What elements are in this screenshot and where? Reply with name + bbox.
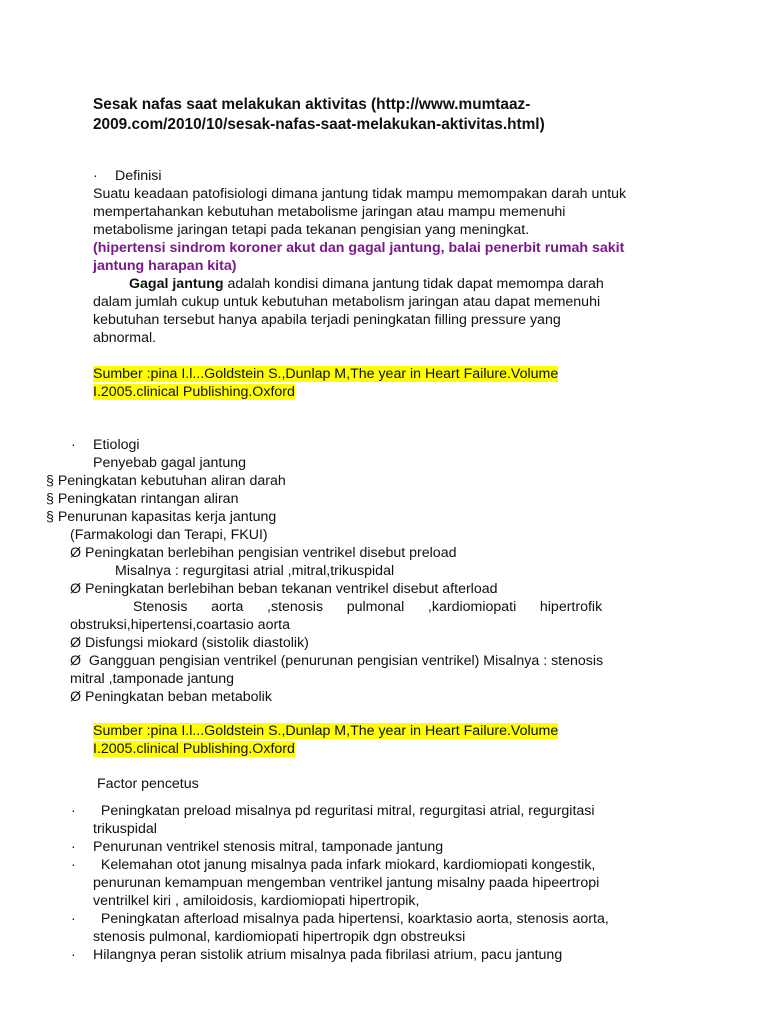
sumber-line: Sumber :pina I.l...Goldstein S.,Dunlap M,The year in Heart Failure.Volume bbox=[93, 723, 559, 739]
etiologi-sub: Penyebab gagal jantung bbox=[93, 455, 247, 471]
definisi-heading: · Definisi bbox=[93, 168, 162, 184]
list-item-sub: mitral ,tamponade jantung bbox=[70, 671, 235, 687]
gagal-jantung-line: dalam jumlah cukup untuk kebutuhan metabolism jaringan atau dapat memenuhi bbox=[93, 294, 601, 310]
sumber-block-1 bbox=[93, 365, 558, 401]
definisi-line: Suatu keadaan patofisiologi dimana jantung tidak mampu memompakan darah untuk bbox=[93, 186, 627, 202]
gagal-jantung-line: kebutuhan tersebut hanya apabila terjadi peningkatan filling pressure yang bbox=[93, 312, 561, 328]
list-item: § Peningkatan kebutuhan aliran darah bbox=[46, 473, 286, 489]
sumber-line: I.2005.clinical Publishing.Oxford bbox=[93, 741, 295, 757]
list-item: · Kelemahan otot janung misalnya pada infark miokard, kardiomiopati kongestik, bbox=[71, 857, 596, 873]
definisi-reference: jantung harapan kita) bbox=[93, 258, 237, 274]
sumber-line: I.2005.clinical Publishing.Oxford bbox=[93, 384, 295, 400]
list-item: Ø Peningkatan beban metabolik bbox=[70, 689, 272, 705]
etiologi-heading: · Etiologi bbox=[71, 437, 140, 453]
list-item: Ø Disfungsi miokard (sistolik diastolik) bbox=[70, 635, 309, 651]
definisi-line: metabolisme jaringan tetapi pada tekanan pengisian yang meningkat. bbox=[93, 222, 530, 238]
definisi-line: mempertahankan kebutuhan metabolisme jaringan atau mampu memenuhi bbox=[93, 204, 566, 220]
definisi-reference: (hipertensi sindrom koroner akut dan gagal jantung, balai penerbit rumah sakit bbox=[93, 240, 625, 256]
gagal-jantung-paragraph: Gagal jantung adalah kondisi dimana jantung tidak dapat memompa darah bbox=[129, 276, 604, 292]
list-item: · Hilangnya peran sistolik atrium misalnya pada fibrilasi atrium, pacu jantung bbox=[71, 947, 563, 963]
title-line-2: 2009.com/2010/10/sesak-nafas-saat-melakukan-aktivitas.html) bbox=[93, 116, 545, 133]
list-item-cont: ventrilkel kiri , amiloidosis, kardiomiopati hipertropik, bbox=[93, 893, 420, 909]
list-item: Ø Gangguan pengisian ventrikel (penurunan pengisian ventrikel) Misalnya : stenosis bbox=[70, 653, 604, 669]
list-item: § Peningkatan rintangan aliran bbox=[46, 491, 239, 507]
etiologi-list bbox=[46, 472, 286, 526]
sumber-line: Sumber :pina I.l...Goldstein S.,Dunlap M,The year in Heart Failure.Volume bbox=[93, 366, 559, 382]
list-item-sub: Misalnya : regurgitasi atrial ,mitral,trikuspidal bbox=[115, 563, 395, 579]
list-item: Ø Peningkatan berlebihan beban tekanan ventrikel disebut afterload bbox=[70, 581, 498, 597]
list-item: § Penurunan kapasitas kerja jantung bbox=[46, 509, 277, 525]
definisi-section bbox=[93, 167, 683, 347]
etiologi-details bbox=[70, 526, 680, 706]
page-title bbox=[93, 95, 733, 135]
list-item-sub: obstruksi,hipertensi,coartasio aorta bbox=[70, 617, 291, 633]
sumber-block-2 bbox=[93, 722, 558, 758]
list-item-cont: trikuspidal bbox=[93, 821, 157, 837]
list-item: · Peningkatan preload misalnya pd reguritasi mitral, regurgitasi atrial, regurgitasi bbox=[71, 803, 595, 819]
etiologi-source: (Farmakologi dan Terapi, FKUI) bbox=[70, 527, 268, 543]
list-item: · Peningkatan afterload misalnya pada hipertensi, koarktasio aorta, stenosis aorta, bbox=[71, 911, 609, 927]
factor-list bbox=[71, 802, 681, 964]
list-item: · Penurunan ventrikel stenosis mitral, tamponade jantung bbox=[71, 839, 444, 855]
list-item: Ø Peningkatan berlebihan pengisian ventrikel disebut preload bbox=[70, 545, 457, 561]
title-line-1: Sesak nafas saat melakukan aktivitas (http://www.mumtaaz- bbox=[93, 96, 531, 113]
gagal-jantung-line: abnormal. bbox=[93, 330, 157, 346]
list-item-cont: stenosis pulmonal, kardiomiopati hipertropik dgn obstreuksi bbox=[93, 929, 466, 945]
list-item-cont: penurunan kemampuan mengemban ventrikel jantung misalny paada hipeertropi bbox=[93, 875, 600, 891]
factor-heading: Factor pencetus bbox=[97, 776, 199, 792]
list-item-sub: Stenosis aorta ,stenosis pulmonal ,kardiomiopati hipertrofik bbox=[133, 599, 603, 615]
